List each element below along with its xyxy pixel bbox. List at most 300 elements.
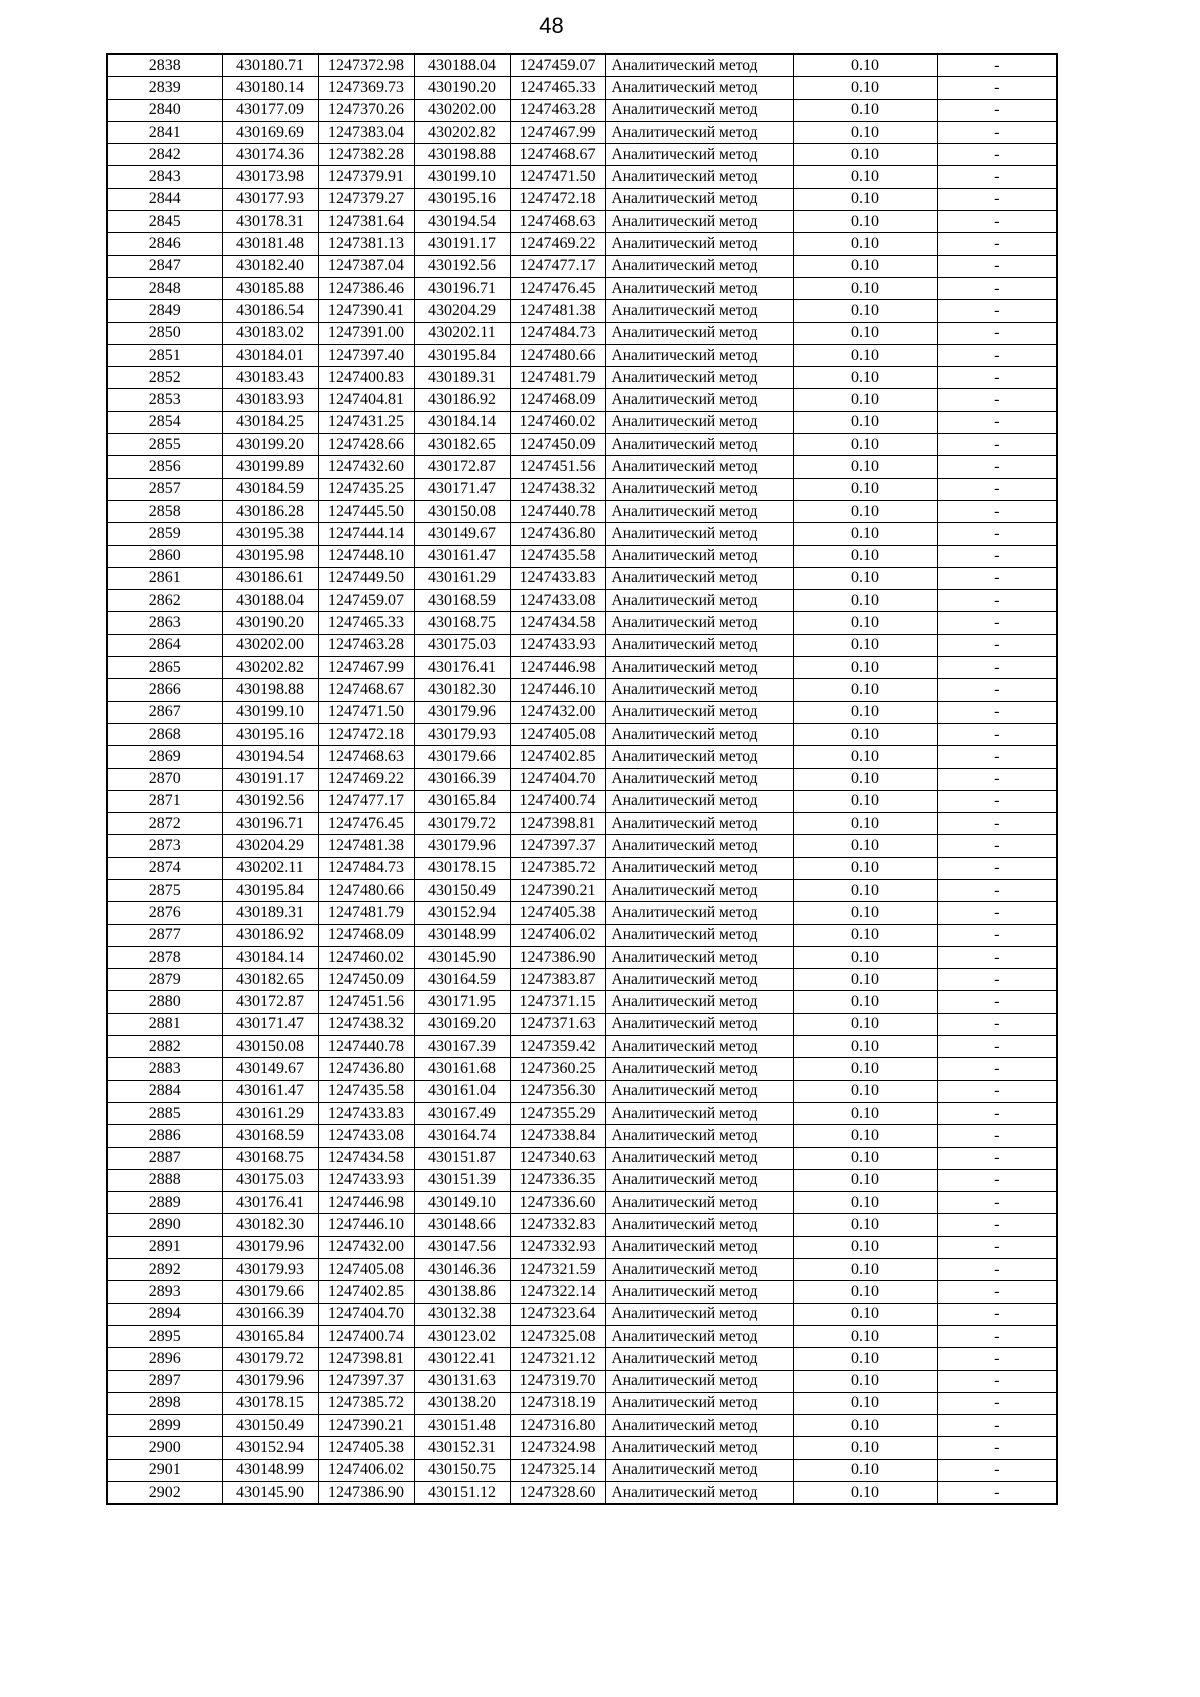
table-row	[107, 1102, 1057, 1124]
cell-y1: 1247382.28	[318, 144, 414, 166]
cell-x2: 430161.68	[414, 1058, 510, 1080]
table-row	[107, 1125, 1057, 1147]
cell-x1: 430195.84	[222, 879, 318, 901]
cell-y1: 1247433.08	[318, 1125, 414, 1147]
table-row	[107, 1459, 1057, 1481]
cell-x2: 430151.39	[414, 1169, 510, 1191]
cell-accuracy: 0.10	[793, 367, 937, 389]
cell-method: Аналитический метод	[605, 1192, 793, 1214]
cell-y2: 1247325.14	[510, 1459, 605, 1481]
cell-method: Аналитический метод	[605, 1169, 793, 1191]
cell-method: Аналитический метод	[605, 1036, 793, 1058]
cell-method: Аналитический метод	[605, 1058, 793, 1080]
cell-note: -	[937, 434, 1057, 456]
cell-y1: 1247432.60	[318, 456, 414, 478]
cell-x1: 430180.71	[222, 54, 318, 77]
cell-note: -	[937, 344, 1057, 366]
cell-note: -	[937, 121, 1057, 143]
cell-accuracy: 0.10	[793, 590, 937, 612]
cell-accuracy: 0.10	[793, 679, 937, 701]
cell-note: -	[937, 277, 1057, 299]
cell-y1: 1247370.26	[318, 99, 414, 121]
cell-y1: 1247390.21	[318, 1415, 414, 1437]
cell-y2: 1247433.93	[510, 634, 605, 656]
cell-y1: 1247406.02	[318, 1459, 414, 1481]
cell-y2: 1247386.90	[510, 946, 605, 968]
cell-x2: 430195.84	[414, 344, 510, 366]
cell-y2: 1247322.14	[510, 1281, 605, 1303]
cell-x2: 430149.10	[414, 1192, 510, 1214]
cell-y2: 1247390.21	[510, 879, 605, 901]
cell-note: -	[937, 1192, 1057, 1214]
table-row	[107, 1370, 1057, 1392]
cell-method: Аналитический метод	[605, 367, 793, 389]
table-row	[107, 768, 1057, 790]
cell-y1: 1247400.83	[318, 367, 414, 389]
cell-number: 2870	[107, 768, 222, 790]
table-row	[107, 99, 1057, 121]
cell-number: 2849	[107, 300, 222, 322]
table-row	[107, 121, 1057, 143]
cell-method: Аналитический метод	[605, 835, 793, 857]
cell-y2: 1247480.66	[510, 344, 605, 366]
cell-x1: 430168.59	[222, 1125, 318, 1147]
cell-x1: 430186.61	[222, 567, 318, 589]
cell-note: -	[937, 456, 1057, 478]
cell-y1: 1247434.58	[318, 1147, 414, 1169]
cell-accuracy: 0.10	[793, 300, 937, 322]
cell-y2: 1247481.79	[510, 367, 605, 389]
cell-x1: 430194.54	[222, 746, 318, 768]
table-row	[107, 367, 1057, 389]
cell-note: -	[937, 857, 1057, 879]
cell-note: -	[937, 322, 1057, 344]
coordinates-table	[106, 53, 1058, 1505]
table-row	[107, 657, 1057, 679]
cell-method: Аналитический метод	[605, 1303, 793, 1325]
cell-y2: 1247319.70	[510, 1370, 605, 1392]
cell-y1: 1247468.63	[318, 746, 414, 768]
cell-accuracy: 0.10	[793, 478, 937, 500]
cell-accuracy: 0.10	[793, 523, 937, 545]
cell-y1: 1247469.22	[318, 768, 414, 790]
table-row	[107, 188, 1057, 210]
cell-number: 2893	[107, 1281, 222, 1303]
table-row	[107, 277, 1057, 299]
cell-accuracy: 0.10	[793, 1459, 937, 1481]
cell-note: -	[937, 567, 1057, 589]
cell-x1: 430186.54	[222, 300, 318, 322]
cell-x1: 430186.28	[222, 500, 318, 522]
cell-accuracy: 0.10	[793, 813, 937, 835]
table-row	[107, 411, 1057, 433]
cell-method: Аналитический метод	[605, 969, 793, 991]
cell-x2: 430122.41	[414, 1348, 510, 1370]
cell-y2: 1247459.07	[510, 54, 605, 77]
cell-method: Аналитический метод	[605, 478, 793, 500]
cell-note: -	[937, 1013, 1057, 1035]
cell-y1: 1247372.98	[318, 54, 414, 77]
table-row	[107, 723, 1057, 745]
cell-x2: 430179.93	[414, 723, 510, 745]
cell-x1: 430150.08	[222, 1036, 318, 1058]
cell-y2: 1247434.58	[510, 612, 605, 634]
cell-method: Аналитический метод	[605, 233, 793, 255]
cell-x1: 430202.82	[222, 657, 318, 679]
cell-method: Аналитический метод	[605, 456, 793, 478]
cell-number: 2850	[107, 322, 222, 344]
cell-method: Аналитический метод	[605, 322, 793, 344]
cell-method: Аналитический метод	[605, 991, 793, 1013]
cell-y1: 1247481.79	[318, 902, 414, 924]
cell-accuracy: 0.10	[793, 902, 937, 924]
cell-number: 2865	[107, 657, 222, 679]
cell-method: Аналитический метод	[605, 590, 793, 612]
cell-accuracy: 0.10	[793, 1437, 937, 1459]
cell-y1: 1247398.81	[318, 1348, 414, 1370]
cell-number: 2896	[107, 1348, 222, 1370]
cell-y2: 1247405.08	[510, 723, 605, 745]
cell-y2: 1247467.99	[510, 121, 605, 143]
cell-x1: 430195.98	[222, 545, 318, 567]
cell-number: 2842	[107, 144, 222, 166]
cell-y2: 1247406.02	[510, 924, 605, 946]
cell-y2: 1247340.63	[510, 1147, 605, 1169]
cell-method: Аналитический метод	[605, 657, 793, 679]
cell-method: Аналитический метод	[605, 679, 793, 701]
table-row	[107, 1169, 1057, 1191]
cell-number: 2851	[107, 344, 222, 366]
cell-x2: 430150.08	[414, 500, 510, 522]
cell-number: 2866	[107, 679, 222, 701]
cell-note: -	[937, 77, 1057, 99]
cell-number: 2902	[107, 1482, 222, 1505]
cell-method: Аналитический метод	[605, 813, 793, 835]
cell-number: 2868	[107, 723, 222, 745]
cell-y1: 1247463.28	[318, 634, 414, 656]
cell-number: 2874	[107, 857, 222, 879]
cell-note: -	[937, 1482, 1057, 1505]
cell-x1: 430179.72	[222, 1348, 318, 1370]
cell-method: Аналитический метод	[605, 144, 793, 166]
cell-note: -	[937, 500, 1057, 522]
cell-number: 2887	[107, 1147, 222, 1169]
table-row	[107, 1392, 1057, 1414]
cell-note: -	[937, 701, 1057, 723]
table-row	[107, 545, 1057, 567]
cell-note: -	[937, 1415, 1057, 1437]
cell-y1: 1247465.33	[318, 612, 414, 634]
cell-y1: 1247472.18	[318, 723, 414, 745]
cell-x1: 430182.30	[222, 1214, 318, 1236]
cell-y1: 1247400.74	[318, 1325, 414, 1347]
cell-y2: 1247476.45	[510, 277, 605, 299]
cell-x2: 430123.02	[414, 1325, 510, 1347]
cell-x2: 430194.54	[414, 211, 510, 233]
cell-accuracy: 0.10	[793, 1102, 937, 1124]
cell-accuracy: 0.10	[793, 723, 937, 745]
cell-y1: 1247468.09	[318, 924, 414, 946]
cell-number: 2857	[107, 478, 222, 500]
cell-y1: 1247444.14	[318, 523, 414, 545]
cell-note: -	[937, 946, 1057, 968]
cell-number: 2881	[107, 1013, 222, 1035]
cell-note: -	[937, 1348, 1057, 1370]
cell-x1: 430191.17	[222, 768, 318, 790]
cell-y2: 1247316.80	[510, 1415, 605, 1437]
cell-x1: 430149.67	[222, 1058, 318, 1080]
cell-x1: 430189.31	[222, 902, 318, 924]
cell-note: -	[937, 54, 1057, 77]
cell-y2: 1247371.15	[510, 991, 605, 1013]
cell-x2: 430149.67	[414, 523, 510, 545]
cell-x1: 430181.48	[222, 233, 318, 255]
cell-method: Аналитический метод	[605, 790, 793, 812]
table-row	[107, 434, 1057, 456]
cell-number: 2883	[107, 1058, 222, 1080]
cell-y2: 1247404.70	[510, 768, 605, 790]
cell-note: -	[937, 300, 1057, 322]
cell-note: -	[937, 1236, 1057, 1258]
cell-number: 2876	[107, 902, 222, 924]
cell-y1: 1247477.17	[318, 790, 414, 812]
cell-accuracy: 0.10	[793, 879, 937, 901]
cell-accuracy: 0.10	[793, 255, 937, 277]
cell-y2: 1247477.17	[510, 255, 605, 277]
cell-accuracy: 0.10	[793, 166, 937, 188]
cell-number: 2861	[107, 567, 222, 589]
cell-method: Аналитический метод	[605, 1415, 793, 1437]
cell-x2: 430195.16	[414, 188, 510, 210]
cell-x1: 430183.43	[222, 367, 318, 389]
cell-x1: 430183.93	[222, 389, 318, 411]
table-row	[107, 902, 1057, 924]
cell-y2: 1247355.29	[510, 1102, 605, 1124]
cell-y2: 1247336.35	[510, 1169, 605, 1191]
cell-number: 2894	[107, 1303, 222, 1325]
cell-number: 2852	[107, 367, 222, 389]
cell-method: Аналитический метод	[605, 545, 793, 567]
table-row	[107, 1348, 1057, 1370]
cell-number: 2880	[107, 991, 222, 1013]
cell-number: 2845	[107, 211, 222, 233]
cell-number: 2879	[107, 969, 222, 991]
cell-y2: 1247332.93	[510, 1236, 605, 1258]
table-row	[107, 300, 1057, 322]
cell-note: -	[937, 367, 1057, 389]
cell-note: -	[937, 1325, 1057, 1347]
cell-x2: 430152.31	[414, 1437, 510, 1459]
table-row	[107, 1415, 1057, 1437]
cell-y1: 1247397.40	[318, 344, 414, 366]
cell-y2: 1247450.09	[510, 434, 605, 456]
table-row	[107, 1036, 1057, 1058]
cell-y2: 1247468.63	[510, 211, 605, 233]
cell-note: -	[937, 188, 1057, 210]
cell-x2: 430148.66	[414, 1214, 510, 1236]
cell-x1: 430168.75	[222, 1147, 318, 1169]
cell-accuracy: 0.10	[793, 1214, 937, 1236]
cell-method: Аналитический метод	[605, 879, 793, 901]
cell-x2: 430151.48	[414, 1415, 510, 1437]
cell-note: -	[937, 411, 1057, 433]
cell-y2: 1247484.73	[510, 322, 605, 344]
table-row	[107, 54, 1057, 77]
cell-method: Аналитический метод	[605, 54, 793, 77]
cell-note: -	[937, 1125, 1057, 1147]
cell-x1: 430186.92	[222, 924, 318, 946]
cell-number: 2891	[107, 1236, 222, 1258]
table-row	[107, 857, 1057, 879]
cell-number: 2859	[107, 523, 222, 545]
cell-x2: 430175.03	[414, 634, 510, 656]
table-row	[107, 790, 1057, 812]
cell-method: Аналитический метод	[605, 768, 793, 790]
cell-accuracy: 0.10	[793, 612, 937, 634]
cell-accuracy: 0.10	[793, 1281, 937, 1303]
cell-y2: 1247324.98	[510, 1437, 605, 1459]
cell-method: Аналитический метод	[605, 1459, 793, 1481]
cell-note: -	[937, 924, 1057, 946]
cell-accuracy: 0.10	[793, 344, 937, 366]
cell-y2: 1247460.02	[510, 411, 605, 433]
cell-accuracy: 0.10	[793, 456, 937, 478]
cell-x1: 430183.02	[222, 322, 318, 344]
cell-y1: 1247379.91	[318, 166, 414, 188]
cell-y2: 1247468.09	[510, 389, 605, 411]
table-row	[107, 746, 1057, 768]
cell-x2: 430196.71	[414, 277, 510, 299]
cell-note: -	[937, 679, 1057, 701]
cell-accuracy: 0.10	[793, 1036, 937, 1058]
cell-note: -	[937, 1259, 1057, 1281]
cell-x1: 430188.04	[222, 590, 318, 612]
cell-accuracy: 0.10	[793, 1192, 937, 1214]
cell-note: -	[937, 99, 1057, 121]
cell-number: 2858	[107, 500, 222, 522]
cell-x1: 430199.89	[222, 456, 318, 478]
cell-x1: 430184.14	[222, 946, 318, 968]
cell-accuracy: 0.10	[793, 233, 937, 255]
cell-number: 2867	[107, 701, 222, 723]
cell-y2: 1247356.30	[510, 1080, 605, 1102]
cell-method: Аналитический метод	[605, 1214, 793, 1236]
cell-y2: 1247468.67	[510, 144, 605, 166]
cell-y1: 1247460.02	[318, 946, 414, 968]
cell-note: -	[937, 835, 1057, 857]
cell-accuracy: 0.10	[793, 77, 937, 99]
cell-y2: 1247332.83	[510, 1214, 605, 1236]
cell-x1: 430179.96	[222, 1370, 318, 1392]
cell-method: Аналитический метод	[605, 1325, 793, 1347]
cell-accuracy: 0.10	[793, 1125, 937, 1147]
cell-x1: 430184.59	[222, 478, 318, 500]
table-row	[107, 77, 1057, 99]
cell-y1: 1247386.90	[318, 1482, 414, 1505]
cell-method: Аналитический метод	[605, 1236, 793, 1258]
cell-number: 2843	[107, 166, 222, 188]
cell-method: Аналитический метод	[605, 1437, 793, 1459]
cell-x2: 430161.04	[414, 1080, 510, 1102]
cell-x1: 430172.87	[222, 991, 318, 1013]
cell-number: 2844	[107, 188, 222, 210]
cell-x1: 430196.71	[222, 813, 318, 835]
cell-y1: 1247451.56	[318, 991, 414, 1013]
cell-accuracy: 0.10	[793, 1303, 937, 1325]
cell-x2: 430167.49	[414, 1102, 510, 1124]
cell-y1: 1247381.13	[318, 233, 414, 255]
cell-x2: 430186.92	[414, 389, 510, 411]
cell-accuracy: 0.10	[793, 768, 937, 790]
cell-y1: 1247468.67	[318, 679, 414, 701]
cell-x2: 430145.90	[414, 946, 510, 968]
cell-accuracy: 0.10	[793, 1080, 937, 1102]
cell-y1: 1247404.81	[318, 389, 414, 411]
table-row	[107, 835, 1057, 857]
cell-note: -	[937, 1459, 1057, 1481]
cell-x1: 430177.93	[222, 188, 318, 210]
cell-x2: 430147.56	[414, 1236, 510, 1258]
cell-x1: 430180.14	[222, 77, 318, 99]
cell-number: 2853	[107, 389, 222, 411]
cell-x2: 430192.56	[414, 255, 510, 277]
cell-accuracy: 0.10	[793, 277, 937, 299]
cell-note: -	[937, 233, 1057, 255]
cell-x2: 430171.47	[414, 478, 510, 500]
cell-x1: 430178.15	[222, 1392, 318, 1414]
cell-method: Аналитический метод	[605, 500, 793, 522]
cell-number: 2884	[107, 1080, 222, 1102]
cell-x1: 430182.65	[222, 969, 318, 991]
cell-method: Аналитический метод	[605, 411, 793, 433]
cell-note: -	[937, 813, 1057, 835]
cell-x2: 430189.31	[414, 367, 510, 389]
cell-accuracy: 0.10	[793, 1169, 937, 1191]
cell-x2: 430132.38	[414, 1303, 510, 1325]
cell-note: -	[937, 746, 1057, 768]
cell-accuracy: 0.10	[793, 434, 937, 456]
cell-y2: 1247336.60	[510, 1192, 605, 1214]
cell-note: -	[937, 211, 1057, 233]
cell-y2: 1247323.64	[510, 1303, 605, 1325]
cell-y1: 1247402.85	[318, 1281, 414, 1303]
cell-y2: 1247400.74	[510, 790, 605, 812]
cell-x1: 430184.25	[222, 411, 318, 433]
cell-accuracy: 0.10	[793, 322, 937, 344]
cell-y1: 1247385.72	[318, 1392, 414, 1414]
cell-y1: 1247445.50	[318, 500, 414, 522]
cell-y2: 1247371.63	[510, 1013, 605, 1035]
cell-accuracy: 0.10	[793, 188, 937, 210]
cell-x2: 430167.39	[414, 1036, 510, 1058]
table-row	[107, 1482, 1057, 1505]
cell-y1: 1247459.07	[318, 590, 414, 612]
cell-method: Аналитический метод	[605, 857, 793, 879]
cell-number: 2864	[107, 634, 222, 656]
cell-y1: 1247471.50	[318, 701, 414, 723]
cell-y2: 1247451.56	[510, 456, 605, 478]
cell-x2: 430169.20	[414, 1013, 510, 1035]
table-row	[107, 590, 1057, 612]
cell-y2: 1247433.83	[510, 567, 605, 589]
table-row	[107, 879, 1057, 901]
cell-method: Аналитический метод	[605, 1348, 793, 1370]
cell-x1: 430204.29	[222, 835, 318, 857]
cell-x2: 430198.88	[414, 144, 510, 166]
cell-method: Аналитический метод	[605, 77, 793, 99]
cell-note: -	[937, 1169, 1057, 1191]
cell-x2: 430131.63	[414, 1370, 510, 1392]
